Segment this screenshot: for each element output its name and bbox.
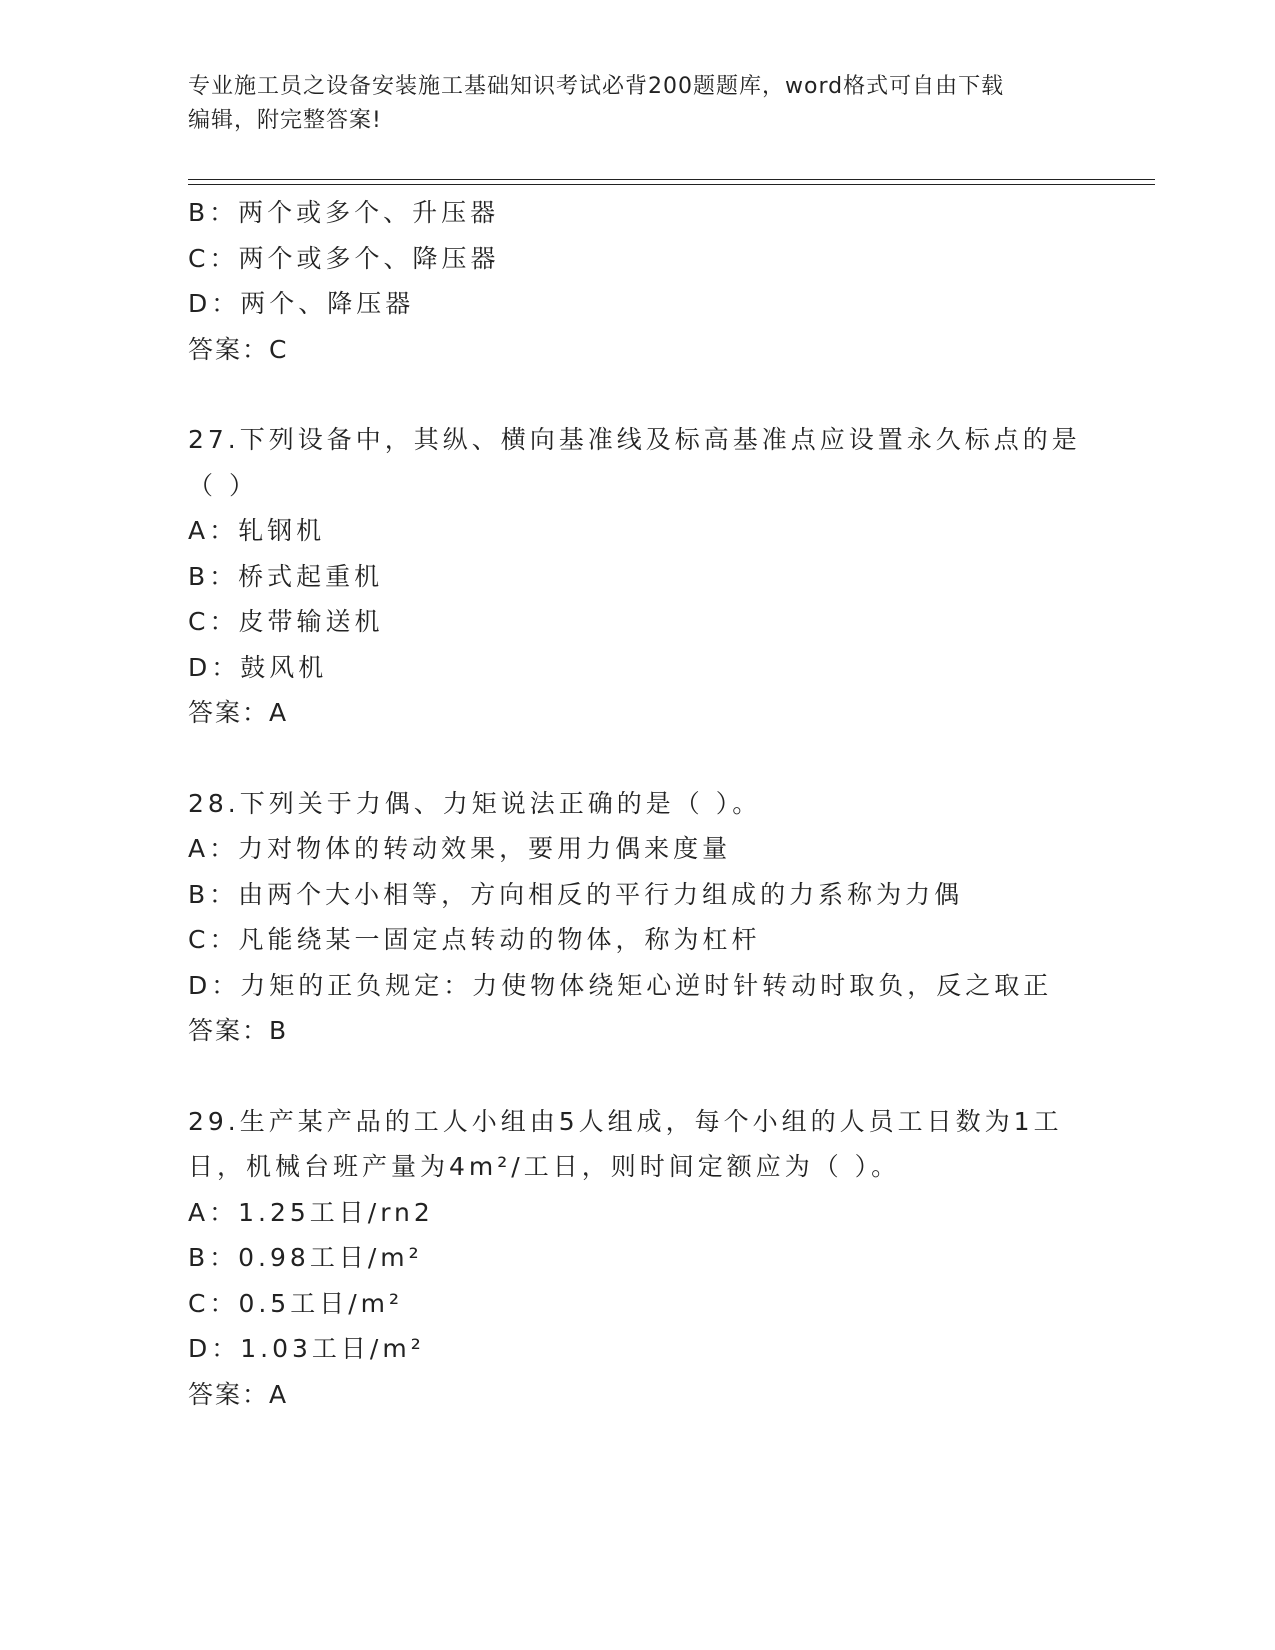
question-title-line-1: 28.下列关于力偶、力矩说法正确的是（ ）。 <box>188 788 762 818</box>
header-divider-top <box>188 179 1155 180</box>
answer-value: A <box>269 1379 287 1409</box>
question-spacer <box>188 372 1088 417</box>
question-list <box>188 190 1088 1417</box>
question-27 <box>188 417 1088 736</box>
option-c: C：凡能绕某一固定点转动的物体，称为杠杆 <box>188 925 761 954</box>
option-c: C：0.5工日/m² <box>188 1288 404 1318</box>
option-b: B：两个或多个、升压器 <box>188 198 500 227</box>
question-title-line-1: 29.生产某产品的工人小组由5人组成，每个小组的人员工日数为1工 <box>188 1106 1063 1136</box>
option-d: D：力矩的正负规定：力使物体绕矩心逆时针转动时取负，反之取正 <box>188 970 1053 1000</box>
header-divider-bottom <box>188 184 1155 185</box>
option-d: D：两个、降压器 <box>188 289 415 318</box>
question-title-line-2: （ ） <box>188 470 258 500</box>
option-d: D：1.03工日/m² <box>188 1334 425 1363</box>
option-a: A：轧钢机 <box>188 516 326 545</box>
question-28 <box>188 781 1088 1054</box>
option-c: C：两个或多个、降压器 <box>188 243 500 273</box>
question-spacer <box>188 1054 1088 1099</box>
option-b: B：0.98工日/m² <box>188 1243 423 1272</box>
question-spacer <box>188 736 1088 781</box>
document-header <box>188 70 1088 138</box>
answer-label: 答案： <box>188 1379 270 1409</box>
option-c: C：皮带输送机 <box>188 607 384 636</box>
answer-value: A <box>269 698 287 727</box>
option-b: B：由两个大小相等，方向相反的平行力组成的力系称为力偶 <box>188 879 964 909</box>
option-b: B：桥式起重机 <box>188 561 384 591</box>
answer-value: B <box>269 1016 287 1045</box>
header-title-line-1: 专业施工员之设备安装施工基础知识考试必背200题题库，word格式可自由下载 <box>188 74 1005 99</box>
answer-line <box>188 327 1088 373</box>
answer-line <box>188 1008 1088 1054</box>
answer-line <box>188 1372 1088 1418</box>
answer-label: 答案： <box>188 1016 270 1045</box>
header-title-line-2: 编辑，附完整答案! <box>188 108 382 133</box>
question-26 <box>188 190 1088 372</box>
answer-label: 答案： <box>188 698 270 727</box>
option-a: A：1.25工日/rn2 <box>188 1197 434 1227</box>
answer-value: C <box>269 334 287 364</box>
question-title-line-1: 27.下列设备中，其纵、横向基准线及标高基准点应设置永久标点的是 <box>188 425 1081 454</box>
option-d: D：鼓风机 <box>188 652 328 682</box>
answer-label: 答案： <box>188 334 270 364</box>
answer-line <box>188 690 1088 736</box>
question-title-line-2: 日，机械台班产量为4m²/工日，则时间定额应为（ ）。 <box>188 1152 901 1181</box>
question-29 <box>188 1099 1088 1418</box>
option-a: A：力对物体的转动效果，要用力偶来度量 <box>188 834 732 863</box>
